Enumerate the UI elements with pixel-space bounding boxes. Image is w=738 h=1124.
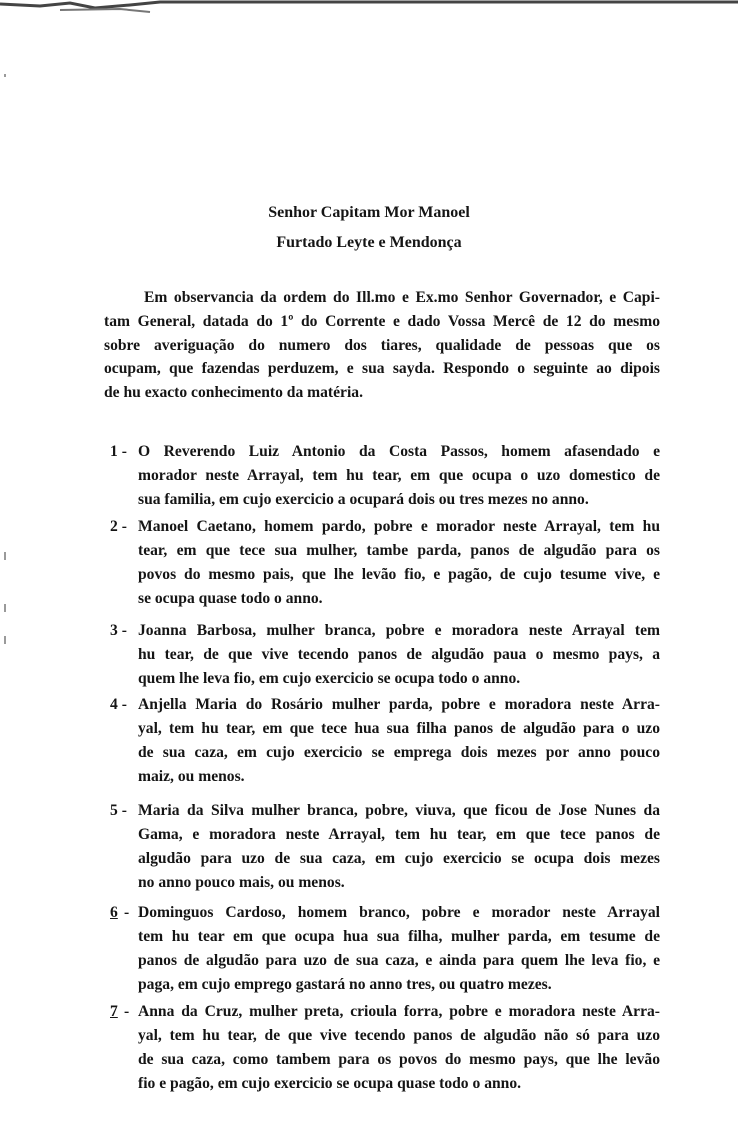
item-line: tear, em que tece sua mulher, tambe parda, panos de algudão para os: [138, 542, 660, 559]
heading-line-1: Senhor Capitam Mor Manoel: [268, 204, 470, 221]
item-line: Joanna Barbosa, mulher branca, pobre e moradora neste Arrayal tem: [138, 622, 660, 639]
item-line: Manoel Caetano, homem pardo, pobre e morador neste Arrayal, tem hu: [138, 518, 660, 535]
item-number: 4 -: [110, 696, 127, 713]
item-line: no anno pouco mais, ou menos.: [138, 874, 345, 891]
item-text: [138, 901, 660, 997]
item-text: [138, 619, 660, 691]
intro-line: ocupam, que fazendas perduzem, e sua sayda. Respondo o seguinte ao dipois: [104, 360, 660, 378]
heading-line-2: Furtado Leyte e Mendonça: [276, 234, 462, 251]
intro-line: tam General, datada do 1º do Corrente e dado Vossa Mercê de 12 do mesmo: [104, 312, 660, 330]
item-line: panos de algudão para uzo de sua caza, e ainda para quem lhe leva fio, e: [138, 952, 660, 969]
letter-heading: [0, 198, 738, 258]
item-line: se ocupa quase todo o anno.: [138, 590, 323, 607]
item-line: maiz, ou menos.: [138, 768, 245, 785]
intro-line: de hu exacto conhecimento da matéria.: [104, 384, 363, 402]
item-line: hu tear, de que vive tecendo panos de algudão paua o mesmo pays, a: [138, 646, 660, 663]
item-line: algudão para uzo de sua caza, em cujo exercicio se ocupa dois mezes: [138, 850, 660, 867]
scan-margin-mark: [4, 74, 6, 77]
item-text: [138, 799, 660, 895]
item-line: Anna da Cruz, mulher preta, crioula forra, pobre e moradora neste Arra-: [138, 1003, 660, 1020]
item-text: [138, 693, 660, 789]
item-dash: -: [124, 904, 130, 921]
item-line: yal, tem hu tear, em que tece hua sua filha panos de algudão para o uzo: [138, 720, 660, 737]
item-number: 2 -: [110, 518, 127, 535]
intro-line: Em observancia da ordem do Ill.mo e Ex.mo Senhor Governador, e Capi-: [144, 289, 660, 306]
item-dash: -: [124, 1003, 130, 1020]
item-number: 6: [110, 904, 118, 921]
item-line: de sua caza, como tambem para os povos do mesmo pays, que lhe levão: [138, 1051, 660, 1068]
scan-margin-mark: [4, 604, 6, 612]
item-line: fio e pagão, em cujo exercicio se ocupa quase todo o anno.: [138, 1075, 522, 1092]
scan-margin-mark: [4, 636, 6, 644]
item-line: Gama, e moradora neste Arrayal, tem hu tear, em que tece panos de: [138, 826, 660, 843]
item-text: [138, 440, 660, 512]
item-line: Anjella Maria do Rosário mulher parda, pobre e moradora neste Arra-: [138, 696, 660, 713]
item-line: yal, tem hu tear, de que vive tecendo panos de algudão não só para uzo: [138, 1027, 660, 1044]
item-number: 7: [110, 1003, 118, 1020]
intro-paragraph: [104, 286, 660, 405]
scan-margin-mark: [4, 552, 6, 560]
item-line: tem hu tear em que ocupa hua sua filha, mulher parda, em tesume de: [138, 928, 660, 945]
item-line: O Reverendo Luiz Antonio da Costa Passos, homem afasendado e: [138, 443, 660, 460]
item-line: sua familia, em cujo exercicio a ocupará dois ou tres mezes no anno.: [138, 491, 589, 508]
item-line: paga, em cujo emprego gastará no anno tres, ou quatro mezes.: [138, 976, 552, 993]
item-line: morador neste Arrayal, tem hu tear, em que ocupa o uzo domestico de: [138, 467, 660, 484]
item-number: 1 -: [110, 443, 127, 460]
item-line: povos do mesmo pais, que lhe levão fio, e pagão, de cujo tesume vive, e: [138, 566, 660, 583]
item-text: [138, 1000, 660, 1096]
item-text: [138, 515, 660, 611]
item-number: 3 -: [110, 622, 127, 639]
intro-line: sobre averiguação do numero dos tiares, qualidade de pessoas que os: [104, 336, 660, 354]
scan-edge-artifact: [0, 0, 738, 14]
item-line: Dominguos Cardoso, homem branco, pobre e morador neste Arrayal: [138, 904, 660, 921]
item-line: quem lhe leva fio, em cujo exercicio se ocupa todo o anno.: [138, 670, 521, 687]
item-number: 5 -: [110, 802, 127, 819]
item-line: Maria da Silva mulher branca, pobre, viuva, que ficou de Jose Nunes da: [138, 802, 660, 819]
item-line: de sua caza, em cujo exercicio se emprega dois mezes por anno pouco: [138, 744, 660, 761]
